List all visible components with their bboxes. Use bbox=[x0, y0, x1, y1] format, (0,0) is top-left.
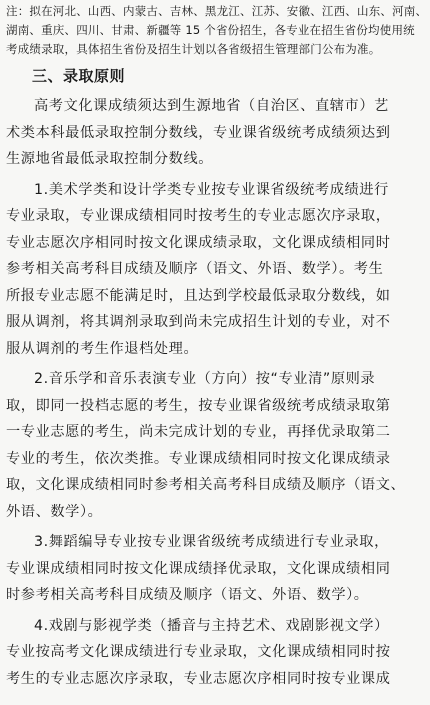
paragraph-line: 考生的专业志愿次序录取，专业志愿次序相同时按专业课成 bbox=[6, 670, 391, 687]
paragraph-line: 服从调剂的考生作退档处理。 bbox=[6, 340, 199, 357]
paragraph-rule-1 bbox=[6, 177, 422, 363]
paragraph-line: 4.戏剧与影视学类（播音与主持艺术、戏剧影视文学） bbox=[34, 617, 389, 634]
paragraph-rule-4 bbox=[6, 613, 422, 693]
paragraph-rule-3 bbox=[6, 529, 422, 609]
paragraph-line: 取，文化课成绩相同时参考相关高考科目成绩及顺序（语文、 bbox=[6, 477, 406, 493]
paragraph-line: 术类本科最低录取控制分数线，专业课省级统考成绩须达到 bbox=[6, 124, 391, 141]
paragraph-line: 专业的考生，依次类推。专业课成绩相同时按文化课成绩录 bbox=[6, 450, 391, 467]
paragraph-line: 专业志愿次序相同时按文化课成绩录取，文化课成绩相同时 bbox=[6, 234, 391, 251]
paragraph-line: 高考文化课成绩须达到生源地省（自治区、直辖市）艺 bbox=[34, 98, 389, 114]
paragraph-line: 2.音乐学和音乐表演专业（方向）按“专业清”原则录 bbox=[34, 371, 376, 387]
note-line: 湖南、重庆、四川、甘肃、新疆等 15 个省份招生，各专业在招生省份均使用统 bbox=[6, 23, 415, 37]
paragraph-line: 1.美术学类和设计学类专业按专业课省级统考成绩进行 bbox=[34, 181, 389, 198]
paragraph-line: 一专业志愿的考生，尚未完成计划的专业，再择优录取第二 bbox=[6, 424, 391, 440]
paragraph-rule-2 bbox=[6, 366, 422, 525]
paragraph-line: 3.舞蹈编导专业按专业课省级统考成绩进行专业录取， bbox=[34, 534, 389, 550]
paragraph-line: 外语、数学）。 bbox=[6, 503, 103, 520]
paragraph-line: 专业按高考文化课成绩进行专业录取，文化课成绩相同时按 bbox=[6, 644, 391, 660]
section-heading: 三、录取原则 bbox=[32, 67, 126, 85]
paragraph-intro bbox=[6, 93, 422, 173]
paragraph-line: 所报专业志愿不能满足时，且达到学校最低录取分数线，如 bbox=[6, 287, 391, 304]
paragraph-line: 生源地省最低录取控制分数线。 bbox=[6, 151, 214, 167]
note-block bbox=[6, 2, 428, 59]
paragraph-line: 取，即同一投档志愿的考生，按专业课省级统考成绩录取第 bbox=[6, 397, 391, 414]
paragraph-line: 参考相关高考科目成绩及顺序（语文、外语、数学）。考生 bbox=[6, 261, 384, 277]
paragraph-line: 服从调剂，将其调剂录取到尚未完成招生计划的专业，对不 bbox=[6, 314, 391, 330]
paragraph-line: 专业课成绩相同时按文化课成绩择优录取，文化课成绩相同 bbox=[6, 560, 391, 577]
paragraph-line: 专业录取，专业课成绩相同时按考生的专业志愿次序录取， bbox=[6, 208, 391, 224]
paragraph-line: 时参考相关高考科目成绩及顺序（语文、外语、数学）。 bbox=[6, 587, 369, 603]
note-line: 注：拟在河北、山西、内蒙古、吉林、黑龙江、江苏、安徽、江西、山东、河南、 bbox=[6, 4, 428, 18]
note-line: 考成绩录取，具体招生省份及招生计划以各省级招生管理部门公布为准。 bbox=[6, 42, 381, 56]
